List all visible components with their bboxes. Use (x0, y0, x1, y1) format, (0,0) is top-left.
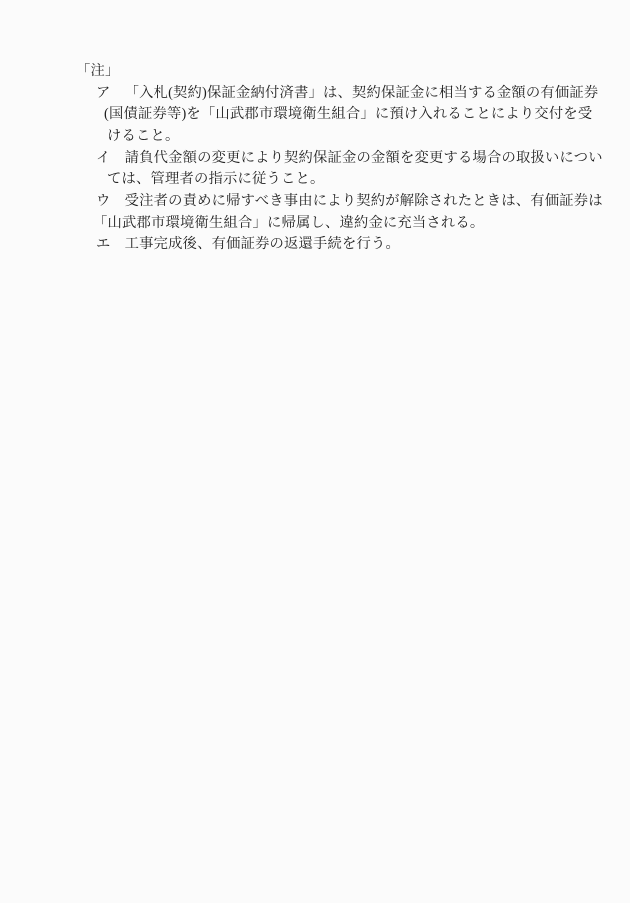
note-item-a-line-3: けること。 (107, 128, 180, 144)
note-item-e-line-1 (96, 233, 400, 255)
note-item-a-text-1: 「入札(契約)保証金納付済書」は、契約保証金に相当する金額の有価証券 (124, 85, 599, 101)
note-item-u-marker: ウ (96, 193, 111, 209)
note-item-e-marker: エ (96, 236, 111, 252)
note-item-u-line-2: 「山武郡市環境衛生組合」に帰属し、違約金に充当される。 (93, 215, 485, 231)
note-item-i-line-2: ては、管理者の指示に従うこと。 (107, 171, 325, 187)
note-item-i-line-1 (96, 147, 603, 169)
note-item-a-line-2: (国債証券等)を「山武郡市環境衛生組合」に預け入れることにより交付を受 (104, 106, 593, 122)
note-item-a-line-1 (96, 82, 598, 104)
note-item-a-marker: ア (96, 85, 111, 101)
note-item-e-text-1: 工事完成後、有価証券の返還手続を行う。 (124, 236, 401, 252)
note-item-u-line-1 (96, 190, 603, 212)
note-header: 「注」 (76, 63, 120, 79)
note-item-u-text-1: 受注者の責めに帰すべき事由により契約が解除されたときは、有価証券は (124, 193, 603, 209)
note-item-i-marker: イ (96, 150, 111, 166)
note-item-i-text-1: 請負代金額の変更により契約保証金の金額を変更する場合の取扱いについ (124, 150, 603, 166)
